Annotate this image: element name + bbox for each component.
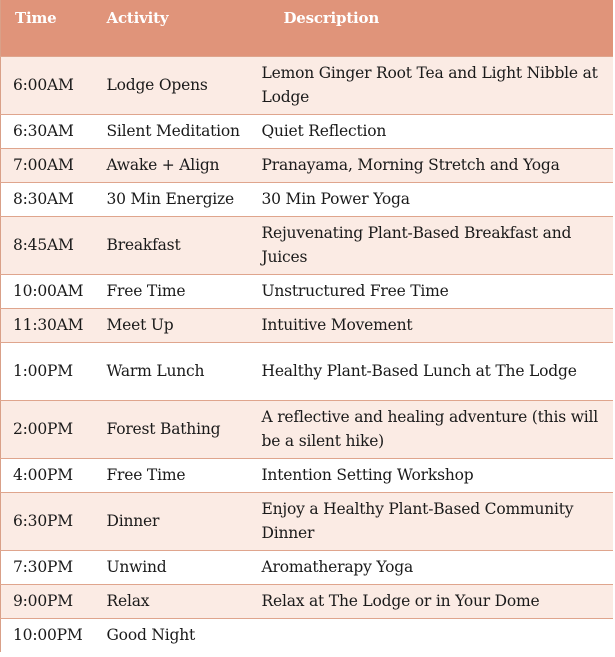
table-row <box>1 492 613 550</box>
time-cell: 10:00AM <box>1 274 99 308</box>
table-row <box>1 274 613 308</box>
time-cell: 6:00AM <box>1 56 99 114</box>
header-activity: Activity <box>99 0 256 56</box>
activity-cell: Meet Up <box>99 308 256 342</box>
time-cell: 11:30AM <box>1 308 99 342</box>
time-cell: 10:00PM <box>1 618 99 652</box>
time-cell: 8:45AM <box>1 216 99 274</box>
table-row <box>1 182 613 216</box>
time-cell: 1:00PM <box>1 342 99 400</box>
activity-cell: Dinner <box>99 492 256 550</box>
time-cell: 7:30PM <box>1 550 99 584</box>
time-cell: 6:30AM <box>1 114 99 148</box>
activity-cell: Free Time <box>99 458 256 492</box>
table-row <box>1 342 613 400</box>
description-cell: 30 Min Power Yoga <box>256 182 613 216</box>
activity-cell: Lodge Opens <box>99 56 256 114</box>
activity-cell: Warm Lunch <box>99 342 256 400</box>
activity-cell: Good Night <box>99 618 256 652</box>
description-cell: Pranayama, Morning Stretch and Yoga <box>256 148 613 182</box>
table-row <box>1 308 613 342</box>
description-cell: Unstructured Free Time <box>256 274 613 308</box>
time-cell: 4:00PM <box>1 458 99 492</box>
description-cell: Healthy Plant-Based Lunch at The Lodge <box>256 342 613 400</box>
description-cell: Intuitive Movement <box>256 308 613 342</box>
activity-cell: 30 Min Energize <box>99 182 256 216</box>
activity-cell: Awake + Align <box>99 148 256 182</box>
table-row <box>1 618 613 652</box>
table-row <box>1 550 613 584</box>
activity-cell: Silent Meditation <box>99 114 256 148</box>
description-cell: Aromatherapy Yoga <box>256 550 613 584</box>
header-description: Description <box>256 0 613 56</box>
table-row <box>1 584 613 618</box>
description-cell: Rejuvenating Plant-Based Breakfast and Juices <box>256 216 613 274</box>
time-cell: 2:00PM <box>1 400 99 458</box>
table-row <box>1 216 613 274</box>
description-cell: Enjoy a Healthy Plant-Based Community Dinner <box>256 492 613 550</box>
description-cell <box>256 618 613 652</box>
activity-cell: Relax <box>99 584 256 618</box>
description-cell: Relax at The Lodge or in Your Dome <box>256 584 613 618</box>
description-cell: Quiet Reflection <box>256 114 613 148</box>
time-cell: 7:00AM <box>1 148 99 182</box>
table-row <box>1 56 613 114</box>
time-cell: 9:00PM <box>1 584 99 618</box>
table-row <box>1 114 613 148</box>
header-time: Time <box>1 0 99 56</box>
activity-cell: Unwind <box>99 550 256 584</box>
activity-cell: Breakfast <box>99 216 256 274</box>
table-row <box>1 400 613 458</box>
activity-cell: Forest Bathing <box>99 400 256 458</box>
header-row <box>1 0 613 56</box>
table-row <box>1 148 613 182</box>
activity-cell: Free Time <box>99 274 256 308</box>
time-cell: 6:30PM <box>1 492 99 550</box>
table-row <box>1 458 613 492</box>
description-cell: Intention Setting Workshop <box>256 458 613 492</box>
description-cell: Lemon Ginger Root Tea and Light Nibble at Lodge <box>256 56 613 114</box>
description-cell: A reflective and healing adventure (this will be a silent hike) <box>256 400 613 458</box>
time-cell: 8:30AM <box>1 182 99 216</box>
